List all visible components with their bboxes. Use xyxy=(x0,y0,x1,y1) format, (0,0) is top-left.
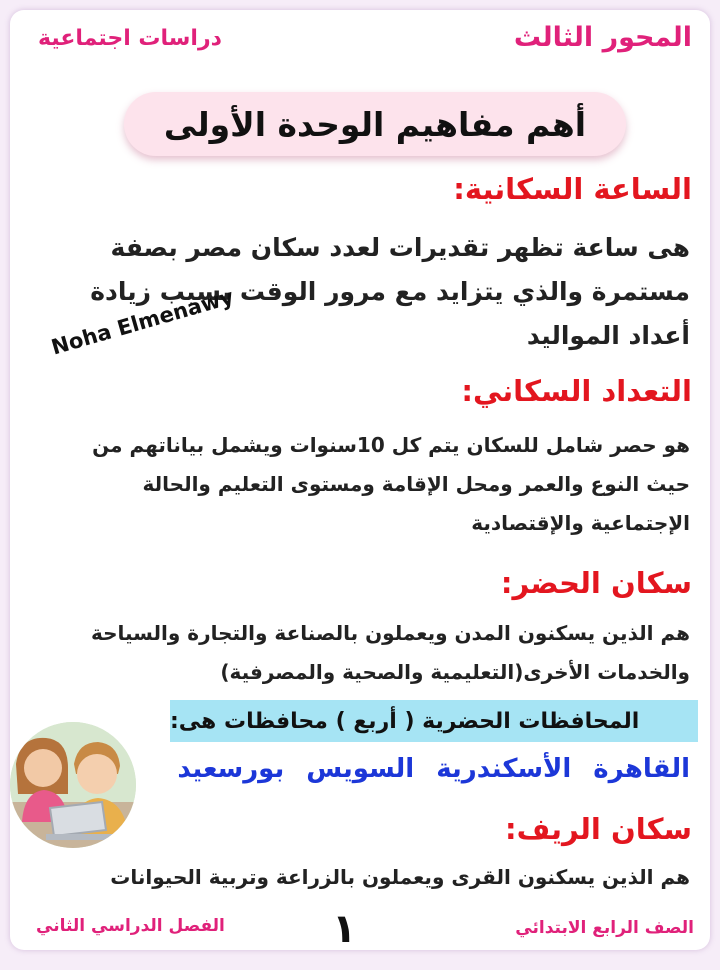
text-line: هو حصر شامل للسكان يتم كل 10سنوات ويشمل بياناتهم من xyxy=(92,433,690,457)
text-line: أعداد المواليد xyxy=(526,321,690,350)
children-laptop-icon xyxy=(10,722,136,848)
subject-label: دراسات اجتماعية xyxy=(38,26,222,51)
text-line: حيث النوع والعمر ومحل الإقامة ومستوى التعليم والحالة xyxy=(142,472,690,496)
governorate-item: بورسعيد xyxy=(177,754,285,784)
governorate-item: القاهرة xyxy=(593,754,690,784)
heading-rural-population: سكان الريف: xyxy=(504,812,692,846)
census-definition xyxy=(24,426,690,543)
heading-urban-population: سكان الحضر: xyxy=(500,566,692,600)
governorate-item: السويس xyxy=(306,754,415,784)
axis-label: المحور الثالث xyxy=(513,22,692,53)
urban-governorates-label-text: المحافظات الحضرية ( أربع ) محافظات هى: xyxy=(170,708,640,734)
heading-population-clock: الساعة السكانية: xyxy=(453,172,692,206)
text-line: الإجتماعية والإقتصادية xyxy=(471,511,690,535)
author-watermark: Noha Elmenawy xyxy=(48,284,237,360)
text-line: هم الذين يسكنون القرى ويعملون بالزراعة وتربية الحيوانات xyxy=(110,865,690,889)
children-laptop-illustration xyxy=(10,722,136,848)
term-label: الفصل الدراسي الثاني xyxy=(36,916,225,936)
governorate-item: الأسكندرية xyxy=(436,754,572,784)
text-line: مستمرة والذي يتزايد مع مرور الوقت بسبب زيادة xyxy=(90,277,690,306)
heading-census: التعداد السكاني: xyxy=(461,374,692,408)
text-line: هى ساعة تظهر تقديرات لعدد سكان مصر بصفة xyxy=(110,233,690,262)
governorates-list xyxy=(177,754,690,784)
page-number: ١ xyxy=(332,906,357,950)
page-title xyxy=(124,92,626,156)
text-line: والخدمات الأخرى(التعليمية والصحية والمصرفية) xyxy=(220,660,690,684)
urban-governorates-label xyxy=(170,700,698,742)
page-title-text: أهم مفاهيم الوحدة الأولى xyxy=(163,104,587,144)
text-line: هم الذين يسكنون المدن ويعملون بالصناعة والتجارة والسياحة xyxy=(90,621,690,645)
urban-definition xyxy=(24,614,690,692)
rural-definition xyxy=(24,858,690,897)
worksheet-page xyxy=(10,10,710,950)
grade-label: الصف الرابع الابتدائي xyxy=(515,918,694,938)
